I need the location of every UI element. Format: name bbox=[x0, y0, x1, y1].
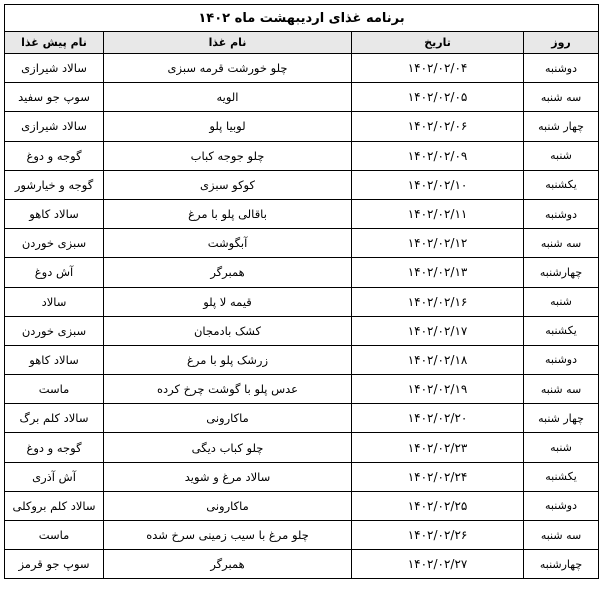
date-cell: ۱۴۰۲/۰۲/۱۸ bbox=[352, 345, 524, 374]
table-row bbox=[5, 258, 599, 287]
food-cell: زرشک پلو با مرغ bbox=[104, 345, 352, 374]
day-cell: چهارشنبه bbox=[524, 258, 599, 287]
side-cell: سالاد کاهو bbox=[5, 199, 104, 228]
food-cell: لوبیا پلو bbox=[104, 112, 352, 141]
food-cell: باقالی پلو با مرغ bbox=[104, 199, 352, 228]
menu-table bbox=[4, 4, 599, 579]
header-day: روز bbox=[524, 32, 599, 54]
date-cell: ۱۴۰۲/۰۲/۰۹ bbox=[352, 141, 524, 170]
side-cell: گوجه و دوغ bbox=[5, 141, 104, 170]
menu-body bbox=[5, 54, 599, 579]
table-row bbox=[5, 462, 599, 491]
side-cell: سالاد کاهو bbox=[5, 345, 104, 374]
date-cell: ۱۴۰۲/۰۲/۲۷ bbox=[352, 550, 524, 579]
table-row bbox=[5, 433, 599, 462]
side-cell: سالاد کلم بروکلی bbox=[5, 491, 104, 520]
table-row bbox=[5, 404, 599, 433]
table-row bbox=[5, 112, 599, 141]
date-cell: ۱۴۰۲/۰۲/۰۶ bbox=[352, 112, 524, 141]
day-cell: شنبه bbox=[524, 141, 599, 170]
day-cell: شنبه bbox=[524, 433, 599, 462]
header-side: نام پیش غذا bbox=[5, 32, 104, 54]
date-cell: ۱۴۰۲/۰۲/۰۵ bbox=[352, 83, 524, 112]
day-cell: شنبه bbox=[524, 287, 599, 316]
header-date: تاریخ bbox=[352, 32, 524, 54]
date-cell: ۱۴۰۲/۰۲/۰۴ bbox=[352, 54, 524, 83]
food-cell: الویه bbox=[104, 83, 352, 112]
table-title: برنامه غذای اردیبهشت ماه ۱۴۰۲ bbox=[5, 5, 599, 32]
side-cell: سالاد bbox=[5, 287, 104, 316]
day-cell: یکشنبه bbox=[524, 316, 599, 345]
date-cell: ۱۴۰۲/۰۲/۱۱ bbox=[352, 199, 524, 228]
food-cell: ماکارونی bbox=[104, 491, 352, 520]
day-cell: یکشنبه bbox=[524, 462, 599, 491]
day-cell: دوشنبه bbox=[524, 345, 599, 374]
date-cell: ۱۴۰۲/۰۲/۱۶ bbox=[352, 287, 524, 316]
date-cell: ۱۴۰۲/۰۲/۲۵ bbox=[352, 491, 524, 520]
date-cell: ۱۴۰۲/۰۲/۲۶ bbox=[352, 521, 524, 550]
table-row bbox=[5, 83, 599, 112]
food-cell: همبرگر bbox=[104, 258, 352, 287]
menu-sheet bbox=[4, 4, 598, 579]
side-cell: سوپ جو سفید bbox=[5, 83, 104, 112]
food-cell: چلو خورشت قرمه سبزی bbox=[104, 54, 352, 83]
table-row bbox=[5, 375, 599, 404]
day-cell: سه شنبه bbox=[524, 229, 599, 258]
day-cell: یکشنبه bbox=[524, 170, 599, 199]
food-cell: کوکو سبزی bbox=[104, 170, 352, 199]
date-cell: ۱۴۰۲/۰۲/۱۳ bbox=[352, 258, 524, 287]
side-cell: گوجه و دوغ bbox=[5, 433, 104, 462]
date-cell: ۱۴۰۲/۰۲/۲۳ bbox=[352, 433, 524, 462]
food-cell: چلو مرغ با سیب زمینی سرخ شده bbox=[104, 521, 352, 550]
day-cell: سه شنبه bbox=[524, 375, 599, 404]
side-cell: آش دوغ bbox=[5, 258, 104, 287]
table-row bbox=[5, 199, 599, 228]
table-row bbox=[5, 287, 599, 316]
side-cell: سبزی خوردن bbox=[5, 316, 104, 345]
table-row bbox=[5, 54, 599, 83]
food-cell: قیمه لا پلو bbox=[104, 287, 352, 316]
table-row bbox=[5, 316, 599, 345]
date-cell: ۱۴۰۲/۰۲/۱۲ bbox=[352, 229, 524, 258]
food-cell: سالاد مرغ و شوید bbox=[104, 462, 352, 491]
food-cell: آبگوشت bbox=[104, 229, 352, 258]
date-cell: ۱۴۰۲/۰۲/۱۹ bbox=[352, 375, 524, 404]
day-cell: چهار شنبه bbox=[524, 112, 599, 141]
side-cell: آش آذری bbox=[5, 462, 104, 491]
side-cell: سوپ جو قرمز bbox=[5, 550, 104, 579]
food-cell: عدس پلو با گوشت چرخ کرده bbox=[104, 375, 352, 404]
table-row bbox=[5, 550, 599, 579]
food-cell: همبرگر bbox=[104, 550, 352, 579]
table-row bbox=[5, 345, 599, 374]
side-cell: ماست bbox=[5, 375, 104, 404]
table-row bbox=[5, 141, 599, 170]
table-row bbox=[5, 229, 599, 258]
table-row bbox=[5, 491, 599, 520]
date-cell: ۱۴۰۲/۰۲/۱۰ bbox=[352, 170, 524, 199]
table-row bbox=[5, 170, 599, 199]
food-cell: چلو کباب دیگی bbox=[104, 433, 352, 462]
side-cell: سالاد شیرازی bbox=[5, 112, 104, 141]
title-row bbox=[5, 5, 599, 32]
side-cell: سالاد کلم برگ bbox=[5, 404, 104, 433]
day-cell: چهار شنبه bbox=[524, 404, 599, 433]
side-cell: ماست bbox=[5, 521, 104, 550]
day-cell: سه شنبه bbox=[524, 83, 599, 112]
header-row bbox=[5, 32, 599, 54]
date-cell: ۱۴۰۲/۰۲/۱۷ bbox=[352, 316, 524, 345]
food-cell: چلو جوجه کباب bbox=[104, 141, 352, 170]
table-row bbox=[5, 521, 599, 550]
date-cell: ۱۴۰۲/۰۲/۲۰ bbox=[352, 404, 524, 433]
day-cell: سه شنبه bbox=[524, 521, 599, 550]
food-cell: ماکارونی bbox=[104, 404, 352, 433]
header-food: نام غذا bbox=[104, 32, 352, 54]
day-cell: دوشنبه bbox=[524, 199, 599, 228]
date-cell: ۱۴۰۲/۰۲/۲۴ bbox=[352, 462, 524, 491]
day-cell: دوشنبه bbox=[524, 54, 599, 83]
side-cell: سبزی خوردن bbox=[5, 229, 104, 258]
side-cell: گوجه و خیارشور bbox=[5, 170, 104, 199]
day-cell: چهارشنبه bbox=[524, 550, 599, 579]
side-cell: سالاد شیرازی bbox=[5, 54, 104, 83]
food-cell: کشک بادمجان bbox=[104, 316, 352, 345]
day-cell: دوشنبه bbox=[524, 491, 599, 520]
